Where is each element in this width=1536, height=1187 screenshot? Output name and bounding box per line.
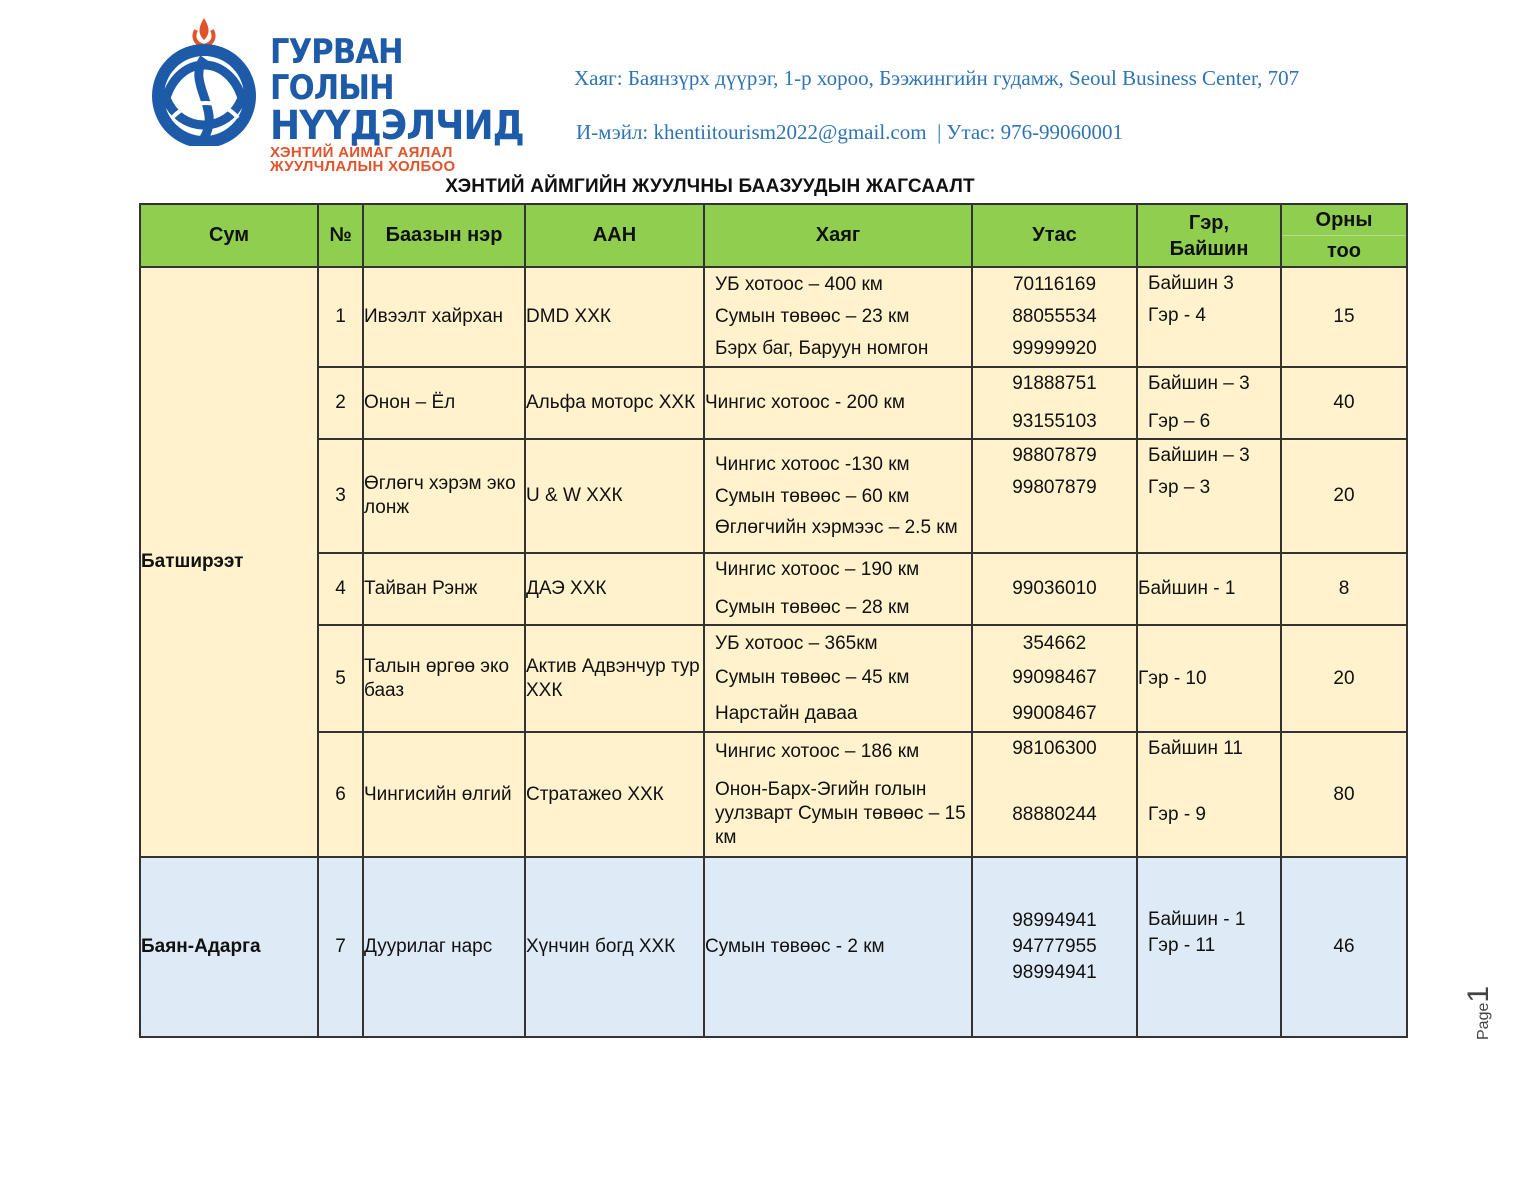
page-label: Page: [1475, 1002, 1492, 1040]
ger-cell: [1137, 857, 1281, 1037]
ger-line: Байшин – 3: [1148, 373, 1250, 394]
phone-number: 88055534: [1012, 306, 1097, 327]
page-number-value: 1: [1462, 985, 1495, 1003]
row-no: 3: [318, 439, 363, 553]
phone-number: 354662: [1022, 632, 1087, 654]
ger-line: Байшин 3: [1148, 273, 1234, 294]
address-line: Сумын төвөөс – 45 км: [715, 666, 910, 688]
address-line: Чингис хотоос – 190 км: [715, 559, 920, 580]
table-row: [140, 553, 1407, 625]
col-header-address: Хаяг: [704, 204, 972, 267]
row-no: 2: [318, 367, 363, 439]
col-header-ger: [1137, 204, 1281, 267]
col-header-ger-line2: Байшин: [1169, 237, 1249, 260]
address-line: Чингис хотоос - 200 км: [704, 367, 972, 439]
phone-cell: [972, 267, 1137, 367]
col-header-ger-line1: Гэр,: [1188, 211, 1230, 234]
phone-number: 99008467: [1012, 702, 1097, 724]
beds-count: 80: [1281, 732, 1407, 857]
col-header-company: ААН: [525, 204, 704, 267]
table-row: [140, 625, 1407, 732]
base-name: Дуурилаг нарс: [363, 857, 525, 1037]
address-line: Сумын төвөөс – 60 км: [715, 486, 910, 507]
ger-line: Байшин – 3: [1148, 445, 1250, 466]
company-name: DMD ХХК: [525, 267, 704, 367]
base-name: Ивээлт хайрхан: [363, 267, 525, 367]
beds-count: 20: [1281, 625, 1407, 732]
company-name: Стратажео ХХК: [525, 732, 704, 857]
company-name: Хүнчин богд ХХК: [525, 857, 704, 1037]
phone-number: 98807879: [1012, 445, 1097, 466]
row-no: 4: [318, 553, 363, 625]
org-logo: [146, 14, 524, 175]
address-line: Сумын төвөөс – 28 км: [715, 597, 910, 618]
base-name: Талын өргөө эко бааз: [363, 625, 525, 732]
table-row: [140, 367, 1407, 439]
phone-cell: [972, 367, 1137, 439]
phone-number: 99999920: [1012, 338, 1097, 359]
tourist-base-table: [139, 203, 1408, 1038]
ger-line: Байшин 11: [1148, 738, 1243, 759]
row-no: 6: [318, 732, 363, 857]
phone-cell: [972, 732, 1137, 857]
address-line: Сумын төвөөс - 2 км: [704, 857, 972, 1037]
page-number: [1462, 986, 1496, 1040]
col-header-beds-line1: Орны: [1282, 205, 1406, 236]
col-header-no: №: [318, 204, 363, 267]
ger-cell: [1137, 367, 1281, 439]
col-header-base: Баазын нэр: [363, 204, 525, 267]
company-name: Актив Адвэнчур тур ХХК: [525, 625, 704, 732]
company-name: U & W ХХК: [525, 439, 704, 553]
address-line: Онон-Барх-Эгийн голын уулзварт Сумын төвөөс – 15 км: [715, 778, 966, 848]
address-line: УБ хотоос – 400 км: [715, 274, 883, 295]
base-name: Өглөгч хэрэм эко лонж: [363, 439, 525, 553]
phone-number: 99098467: [1012, 666, 1097, 688]
ger-line: Гэр – 6: [1148, 411, 1211, 432]
ger-line: Гэр – 3: [1148, 477, 1211, 498]
phone-number: 93155103: [1012, 411, 1097, 432]
ger-line: Гэр - 10: [1137, 625, 1281, 732]
ger-line: Гэр - 11: [1148, 934, 1216, 956]
beds-count: 46: [1281, 857, 1407, 1037]
address-cell: [704, 267, 972, 367]
address-line: Чингис хотоос -130 км: [715, 454, 910, 475]
address-line: Бэрх баг, Баруун номгон: [715, 338, 929, 359]
table-header-row: [140, 204, 1407, 267]
phone-number: 94777955: [1012, 936, 1097, 957]
base-name: Тайван Рэнж: [363, 553, 525, 625]
table-row: [140, 732, 1407, 857]
beds-count: 15: [1281, 267, 1407, 367]
phone-number: 91888751: [1012, 373, 1097, 394]
phone-number: 98994941: [1012, 962, 1097, 983]
address-cell: [704, 439, 972, 553]
phone-number: 98106300: [1012, 738, 1097, 759]
ger-cell: [1137, 267, 1281, 367]
ger-cell: [1137, 439, 1281, 553]
address-cell: [704, 625, 972, 732]
address-line: Өглөгчийн хэрмээс – 2.5 км: [715, 517, 958, 538]
phone-cell: [972, 439, 1137, 553]
col-header-phone: Утас: [972, 204, 1137, 267]
logo-emblem-icon: [146, 14, 270, 146]
address-line: Чингис хотоос – 186 км: [715, 740, 920, 762]
beds-count: 40: [1281, 367, 1407, 439]
col-header-beds-line2: тоо: [1327, 240, 1361, 262]
phone-number: 98994941: [1012, 910, 1097, 931]
col-header-sum: Сум: [140, 204, 318, 267]
header-address: Хаяг: Баянзүрх дүүрэг, 1-р хороо, Бээжингийн гудамж, Seoul Business Center, 707: [574, 66, 1300, 90]
phone-number: 99036010: [972, 553, 1137, 625]
address-line: УБ хотоос – 365км: [715, 632, 878, 654]
table-row: [140, 267, 1407, 367]
row-no: 5: [318, 625, 363, 732]
logo-subtitle-line1: ХЭНТИЙ АЙМАГ АЯЛАЛ: [270, 144, 453, 161]
logo-title-line2: НҮҮДЭЛЧИД: [270, 103, 524, 149]
table-row: [140, 857, 1407, 1037]
sum-cell-bayan-adarga: Баян-Адарга: [140, 857, 318, 1037]
logo-subtitle-line2: ЖУУЛЧЛАЛЫН ХОЛБОО: [270, 158, 456, 175]
table-row: [140, 439, 1407, 553]
company-name: Альфа моторс ХХК: [525, 367, 704, 439]
base-name: Чингисийн өлгий: [363, 732, 525, 857]
header-contact: И-мэйл: khentiitourism2022@gmail.com | Утас: 976-99060001: [576, 120, 1124, 144]
address-cell: [704, 553, 972, 625]
base-name: Онон – Ёл: [363, 367, 525, 439]
address-cell: [704, 732, 972, 857]
phone-cell: [972, 857, 1137, 1037]
ger-line: Байшин - 1: [1148, 908, 1246, 930]
ger-line: Гэр - 9: [1148, 804, 1207, 825]
beds-count: 8: [1281, 553, 1407, 625]
row-no: 1: [318, 267, 363, 367]
address-line: Сумын төвөөс – 23 км: [715, 306, 910, 327]
ger-line: Байшин - 1: [1137, 553, 1281, 625]
beds-count: 20: [1281, 439, 1407, 553]
phone-number: 70116169: [1012, 274, 1097, 295]
company-name: ДАЭ ХХК: [525, 553, 704, 625]
ger-line: Гэр - 4: [1148, 305, 1207, 326]
logo-title-line1: ГУРВАН ГОЛЫН: [270, 32, 403, 108]
page-title: ХЭНТИЙ АЙМГИЙН ЖУУЛЧНЫ БААЗУУДЫН ЖАГСААЛТ: [445, 176, 975, 197]
phone-number: 88880244: [1012, 804, 1097, 825]
col-header-beds: [1281, 204, 1407, 267]
phone-number: 99807879: [1012, 477, 1097, 498]
row-no: 7: [318, 857, 363, 1037]
phone-cell: [972, 625, 1137, 732]
sum-cell-batshireet: Батширээт: [140, 267, 318, 857]
address-line: Нарстайн даваа: [715, 702, 858, 724]
ger-cell: [1137, 732, 1281, 857]
